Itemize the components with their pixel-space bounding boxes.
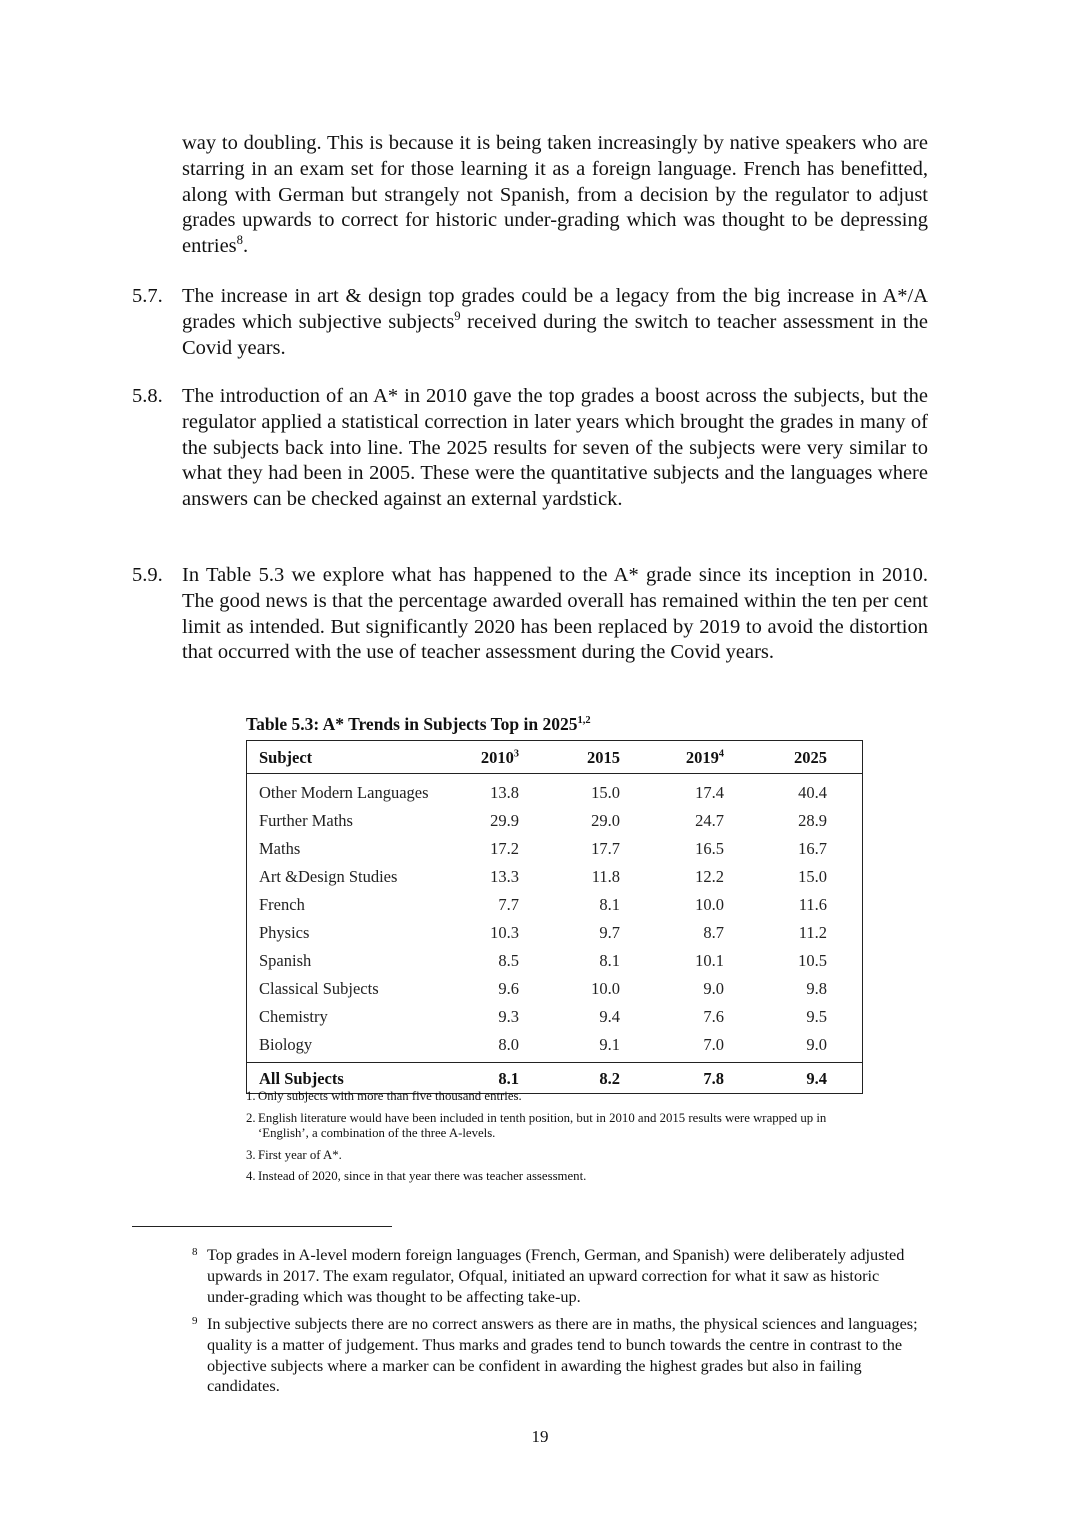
row-value: 16.7 xyxy=(798,839,827,858)
row-value: 9.0 xyxy=(703,979,724,998)
column-header xyxy=(775,748,827,768)
row-value: 9.1 xyxy=(599,1035,620,1054)
table-caption-sup: 1,2 xyxy=(577,715,591,727)
row-value: 29.0 xyxy=(591,811,620,830)
row-value: 13.8 xyxy=(490,783,519,802)
paragraph-text-cont: received during the switch to teacher assessment in the Covid years. xyxy=(182,310,928,359)
table-row xyxy=(247,778,862,806)
row-value: 9.0 xyxy=(806,1035,827,1054)
row-value: 17.2 xyxy=(490,839,519,858)
footnote-number: 8 xyxy=(192,1246,198,1258)
row-value: 8.1 xyxy=(599,951,620,970)
table-note-text: Instead of 2020, since in that year there was teacher assessment. xyxy=(258,1169,587,1183)
row-value: 7.6 xyxy=(703,1007,724,1026)
row-subject: Classical Subjects xyxy=(259,979,379,998)
column-header-label: 2025 xyxy=(794,748,827,767)
page-number: 19 xyxy=(531,1427,549,1446)
row-value: 8.7 xyxy=(703,923,724,942)
paragraph-text: The increase in art & design top grades could be a legacy from the big increase in A*/A grades which subjective subjects xyxy=(182,285,928,333)
table-note-number: 2. xyxy=(246,1110,256,1125)
row-value: 17.7 xyxy=(591,839,620,858)
footnote-9 xyxy=(192,1314,922,1397)
table-row xyxy=(247,890,862,918)
row-subject: Further Maths xyxy=(259,811,353,830)
column-header xyxy=(259,748,312,768)
row-value: 17.4 xyxy=(695,783,724,802)
table-row xyxy=(247,974,862,1002)
table-body xyxy=(247,774,862,1062)
total-value: 9.4 xyxy=(806,1069,827,1088)
column-header-label: 2010 xyxy=(480,748,514,767)
table-row xyxy=(247,862,862,890)
row-value: 7.7 xyxy=(498,895,519,914)
row-subject: Maths xyxy=(259,839,301,858)
row-value: 24.7 xyxy=(695,811,724,830)
row-value: 15.0 xyxy=(591,783,620,802)
paragraph-5-9 xyxy=(132,563,928,666)
paragraph-number: 5.9. xyxy=(132,564,163,586)
table-notes xyxy=(246,1089,876,1191)
footnote-number: 9 xyxy=(192,1315,198,1327)
row-value: 13.3 xyxy=(490,867,519,886)
table-row xyxy=(247,1030,862,1058)
table-note xyxy=(246,1089,876,1105)
paragraph-continued xyxy=(132,131,928,260)
table-caption xyxy=(246,714,591,735)
footnote-8 xyxy=(192,1245,922,1307)
row-subject: Spanish xyxy=(259,951,312,970)
row-subject: Art &Design Studies xyxy=(259,867,398,886)
table-note-number: 4. xyxy=(246,1169,256,1183)
row-value: 12.2 xyxy=(695,867,724,886)
row-value: 8.0 xyxy=(498,1035,519,1054)
table-row xyxy=(247,1002,862,1030)
table-note xyxy=(246,1111,876,1142)
table-note-number: 3. xyxy=(246,1147,256,1162)
footnote-text: In subjective subjects there are no correct answers as there are in maths, the physical sciences and languages; quality is a matter of judgement. Thus marks and grades tend to bunch towards the centre in contrast to the objective subjects where a marker can be confident in awarding the highest grades but also in failing candidates. xyxy=(207,1314,918,1396)
paragraph-text: The introduction of an A* in 2010 gave the top grades a boost across the subjects, but the regulator applied a statistical correction in later years which brought the grades in many of the subjects back into line. The 2025 results for seven of the subjects were very similar to what they had been in 2005. These were the quantitative subjects and the languages where answers can be checked against an external yardstick. xyxy=(182,385,928,511)
column-header-label: 2019 xyxy=(685,748,719,767)
row-value: 11.2 xyxy=(798,923,827,942)
paragraph-5-8 xyxy=(132,384,928,513)
paragraph-number: 5.8. xyxy=(132,385,163,407)
column-header-label: Subject xyxy=(259,748,313,767)
footnote-divider xyxy=(132,1226,392,1227)
row-value: 9.4 xyxy=(599,1007,620,1026)
row-value: 10.0 xyxy=(591,979,620,998)
row-value: 10.5 xyxy=(798,951,827,970)
row-subject: French xyxy=(259,895,305,914)
column-header xyxy=(469,748,519,768)
paragraph-number: 5.7. xyxy=(132,285,163,307)
table-note xyxy=(246,1148,876,1164)
total-value: 8.1 xyxy=(498,1069,519,1088)
row-value: 16.5 xyxy=(695,839,724,858)
paragraph-text: way to doubling. This is because it is being taken increasingly by native speakers who are starring in an exam set for those learning it as a foreign language. French has benefitted, along with German but strangely not Spanish, from a decision by the regulator to adjust grades upwards to correct for historic under-grading which was thought to be depressing entries xyxy=(182,132,928,258)
table-row xyxy=(247,946,862,974)
table-note-text: Only subjects with more than five thousand entries. xyxy=(258,1089,522,1103)
row-value: 8.1 xyxy=(599,895,620,914)
row-subject: Biology xyxy=(259,1035,313,1054)
paragraph-text: In Table 5.3 we explore what has happened to the A* grade since its inception in 2010. The good news is that the percentage awarded overall has remained within the ten per cent limit as intended. But significantly 2020 has been replaced by 2019 to avoid the distortion that occurred with the use of teacher assessment during the Covid years. xyxy=(182,564,928,664)
table-note xyxy=(246,1169,876,1185)
row-value: 28.9 xyxy=(798,811,827,830)
row-value: 7.0 xyxy=(703,1035,724,1054)
total-value: 8.2 xyxy=(599,1069,620,1088)
row-value: 9.7 xyxy=(599,923,620,942)
column-header-label: 2015 xyxy=(587,748,620,767)
table-note-text: English literature would have been included in tenth position, but in 2010 and 2015 results were wrapped up in ‘English’, a combination of the three A-levels. xyxy=(258,1110,827,1140)
row-value: 11.6 xyxy=(798,895,827,914)
row-value: 15.0 xyxy=(798,867,827,886)
table-row xyxy=(247,834,862,862)
row-value: 10.0 xyxy=(695,895,724,914)
table-header-row xyxy=(247,741,862,774)
paragraph-tail: . xyxy=(243,235,249,258)
row-value: 9.5 xyxy=(806,1007,827,1026)
footnote-ref-8[interactable]: 8 xyxy=(236,233,244,248)
table-note-text: First year of A*. xyxy=(258,1147,342,1162)
column-header-note: 3 xyxy=(513,748,519,760)
row-value: 9.3 xyxy=(498,1007,519,1026)
table-row xyxy=(247,918,862,946)
column-header-note: 4 xyxy=(718,748,724,760)
table-caption-text: Table 5.3: A* Trends in Subjects Top in 2025 xyxy=(246,714,578,734)
row-subject: Physics xyxy=(259,923,310,942)
row-subject: Other Modern Languages xyxy=(259,783,429,802)
row-value: 11.8 xyxy=(591,867,620,886)
row-value: 40.4 xyxy=(798,783,827,802)
row-value: 9.6 xyxy=(498,979,519,998)
row-value: 10.3 xyxy=(490,923,519,942)
table-row xyxy=(247,806,862,834)
row-value: 8.5 xyxy=(498,951,519,970)
row-value: 9.8 xyxy=(806,979,827,998)
column-header xyxy=(570,748,620,768)
row-subject: Chemistry xyxy=(259,1007,328,1026)
total-value: 7.8 xyxy=(703,1069,724,1088)
paragraph-5-7 xyxy=(132,284,928,361)
column-header xyxy=(672,748,724,768)
row-value: 29.9 xyxy=(490,811,519,830)
footnote-ref-9[interactable]: 9 xyxy=(454,308,461,323)
total-label: All Subjects xyxy=(259,1069,344,1088)
row-value: 10.1 xyxy=(695,951,724,970)
table-note-number: 1. xyxy=(246,1089,256,1103)
footnote-text: Top grades in A-level modern foreign languages (French, German, and Spanish) were deliberately adjusted upwards in 2017. The exam regulator, Ofqual, initiated an upward correction for what it saw as historic under-grading which was thought to be affecting take-up. xyxy=(207,1245,905,1306)
data-table xyxy=(246,740,863,1094)
